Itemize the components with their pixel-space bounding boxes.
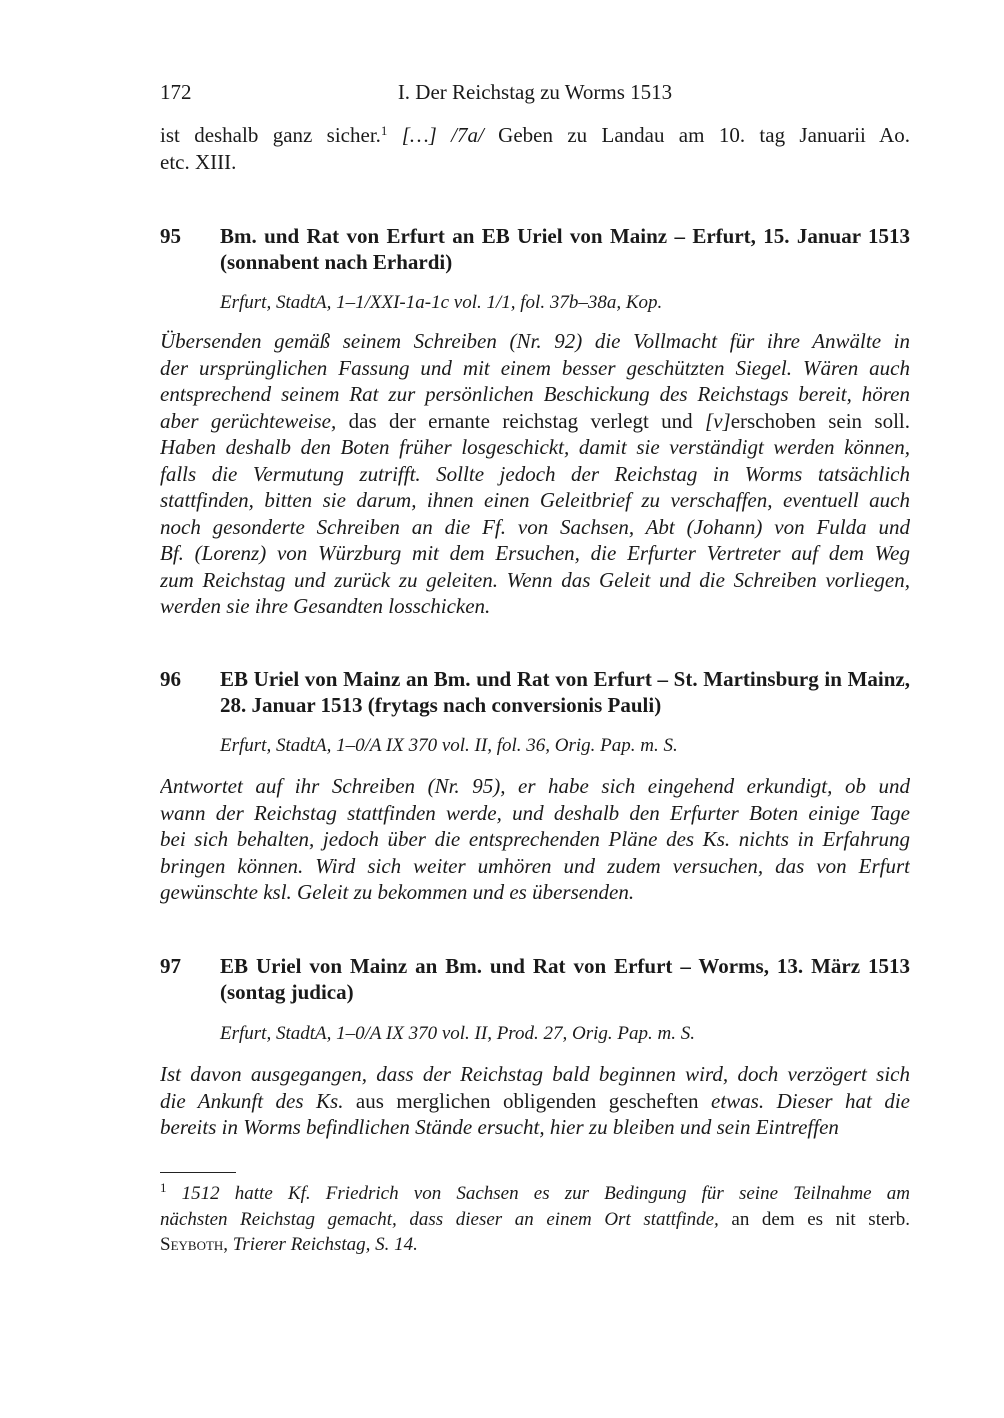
entry-number: 95: [160, 224, 181, 248]
text-segment: nächsten Reichstag gemacht, dass dieser an einem Ort stattfinde,: [160, 1208, 719, 1230]
text-segment: das der ernante reichstag verlegt und: [336, 408, 706, 433]
footnote: [160, 1181, 910, 1258]
text-segment: bei sich behalten, jedoch über die entsprechenden Pläne des Ks. nichts in Erfahrung: [160, 827, 910, 851]
entry-heading-97: [160, 953, 910, 1005]
entry-heading-95: [160, 223, 910, 275]
text-line: [160, 1181, 910, 1207]
text-line: [160, 514, 910, 541]
text-segment: falls die Vermutung zutrifft. Sollte jedoch der Reichstag in Worms tatsächlich: [160, 461, 910, 486]
entry-title: EB Uriel von Mainz an Bm. und Rat von Erfurt – Worms, 13. März 1513 (sontag judica): [220, 954, 910, 1004]
text-line: [160, 381, 910, 408]
text-segment: entsprechend seinem Rat zur persönlichen Beschickung des Reichstags bereit, hören: [160, 382, 910, 406]
entry-title: EB Uriel von Mainz an Bm. und Rat von Erfurt – St. Martinsburg in Mainz, 28. Januar 1513 (frytags nach conversionis Pauli): [220, 667, 910, 717]
text-segment: 1512 hatte Kf. Friedrich von Sachsen es zur Bedingung für seine Teilnahme am: [166, 1183, 910, 1204]
entry-summary: [160, 328, 910, 620]
text-segment: Geben zu Landau am 10. tag Januarii Ao.: [483, 123, 910, 147]
text-segment: noch gesonderte Schreiben an die Ff. von Sachsen, Abt (Johann) von Fulda und: [160, 514, 910, 539]
text-segment: ist deshalb ganz sicher.: [160, 123, 381, 147]
page-number: 172: [160, 80, 192, 104]
text-line: [160, 773, 910, 800]
text-segment: aus merglichen obligenden gescheften: [343, 1088, 712, 1113]
entry-source: Erfurt, StadtA, 1–1/XXI-1a-1c vol. 1/1, fol. 37b–38a, Kop.: [220, 292, 663, 313]
text-line: [160, 122, 910, 149]
entry-summary: [160, 1061, 910, 1141]
entry-heading-96: [160, 666, 910, 718]
text-segment: Haben deshalb den Boten früher losgeschickt, damit sie verständigt werden können,: [160, 435, 910, 459]
text-line: [160, 328, 910, 355]
footnote-marker: 1: [160, 1181, 167, 1195]
intro-paragraph: [160, 122, 910, 175]
text-segment: wann der Reichstag stattfinden werde, und deshalb den Erfurter Boten einige Tage: [160, 800, 910, 825]
text-line: [160, 461, 910, 488]
text-segment: zum Reichstag und zurück zu geleiten. Wenn das Geleit und die Schreiben vorliegen,: [160, 567, 910, 592]
text-segment: der ursprünglichen Fassung und mit einem besser geschützten Siegel. Wären auch: [160, 355, 910, 380]
text-segment: erschoben sein soll.: [730, 408, 910, 433]
text-line: [160, 149, 910, 176]
text-line: [160, 800, 910, 827]
text-segment: gewünschte ksl. Geleit zu bekommen und es übersenden.: [160, 880, 635, 904]
entry-source: Erfurt, StadtA, 1–0/A IX 370 vol. II, Prod. 27, Orig. Pap. m. S.: [220, 1023, 695, 1044]
text-segment: etwas. Dieser hat die: [711, 1088, 910, 1113]
entry-summary: [160, 773, 910, 906]
entry-number: 96: [160, 667, 181, 691]
text-segment: aber gerüchteweise,: [160, 408, 337, 433]
text-segment: Bf. (Lorenz) von Würzburg mit dem Ersuchen, die Erfurter Vertreter auf dem Weg: [160, 541, 910, 565]
text-line: [160, 879, 910, 906]
page-header: [160, 80, 910, 108]
text-line: [160, 593, 910, 620]
text-segment: [v]: [705, 408, 731, 433]
text-line: [160, 1114, 910, 1141]
text-segment: Ist davon ausgegangen, dass der Reichstag bald beginnen wird, doch verzögert sich: [160, 1062, 910, 1086]
entry-number: 97: [160, 954, 181, 978]
text-line: [160, 1061, 910, 1088]
text-segment: werden sie ihre Gesandten losschicken.: [160, 594, 491, 618]
text-line: [160, 1088, 910, 1115]
text-segment: an dem es nit sterb.: [718, 1208, 910, 1230]
text-segment: […] /7a/: [387, 123, 484, 147]
text-line: [160, 408, 910, 435]
text-line: [160, 487, 910, 514]
text-line: [160, 853, 910, 880]
text-segment: Antwortet auf ihr Schreiben (Nr. 95), er habe sich eingehend erkundigt, ob und: [160, 774, 910, 798]
footnote-rule: [160, 1172, 236, 1173]
running-title: I. Der Reichstag zu Worms 1513: [397, 80, 673, 104]
text-line: [160, 355, 910, 382]
text-line: [160, 540, 910, 567]
text-line: [160, 1232, 910, 1258]
footnote-marker: 1: [380, 123, 388, 138]
entry-source: Erfurt, StadtA, 1–0/A IX 370 vol. II, fol. 36, Orig. Pap. m. S.: [220, 735, 678, 756]
text-segment: bereits in Worms befindlichen Stände ersucht, hier zu bleiben und sein Eintreffen: [160, 1115, 839, 1139]
text-segment: stattfinden, bitten sie darum, ihnen einen Geleitbrief zu verschaffen, eventuell auch: [160, 488, 910, 512]
text-segment: Trierer Reichstag, S. 14.: [228, 1234, 418, 1255]
text-segment: die Ankunft des Ks.: [160, 1088, 344, 1113]
text-line: [160, 826, 910, 853]
text-line: [160, 434, 910, 461]
text-segment: etc. XIII.: [160, 149, 237, 174]
text-line: [160, 567, 910, 594]
text-segment: Übersenden gemäß seinem Schreiben (Nr. 92) die Vollmacht für ihre Anwälte in: [160, 329, 910, 353]
text-segment: bringen können. Wird sich weiter umhören und zudem versuchen, das von Erfurt: [160, 853, 910, 878]
entry-title: Bm. und Rat von Erfurt an EB Uriel von Mainz – Erfurt, 15. Januar 1513 (sonnabent nach Erhardi): [220, 224, 910, 274]
text-segment: Seyboth,: [160, 1234, 229, 1255]
text-line: [160, 1207, 910, 1233]
